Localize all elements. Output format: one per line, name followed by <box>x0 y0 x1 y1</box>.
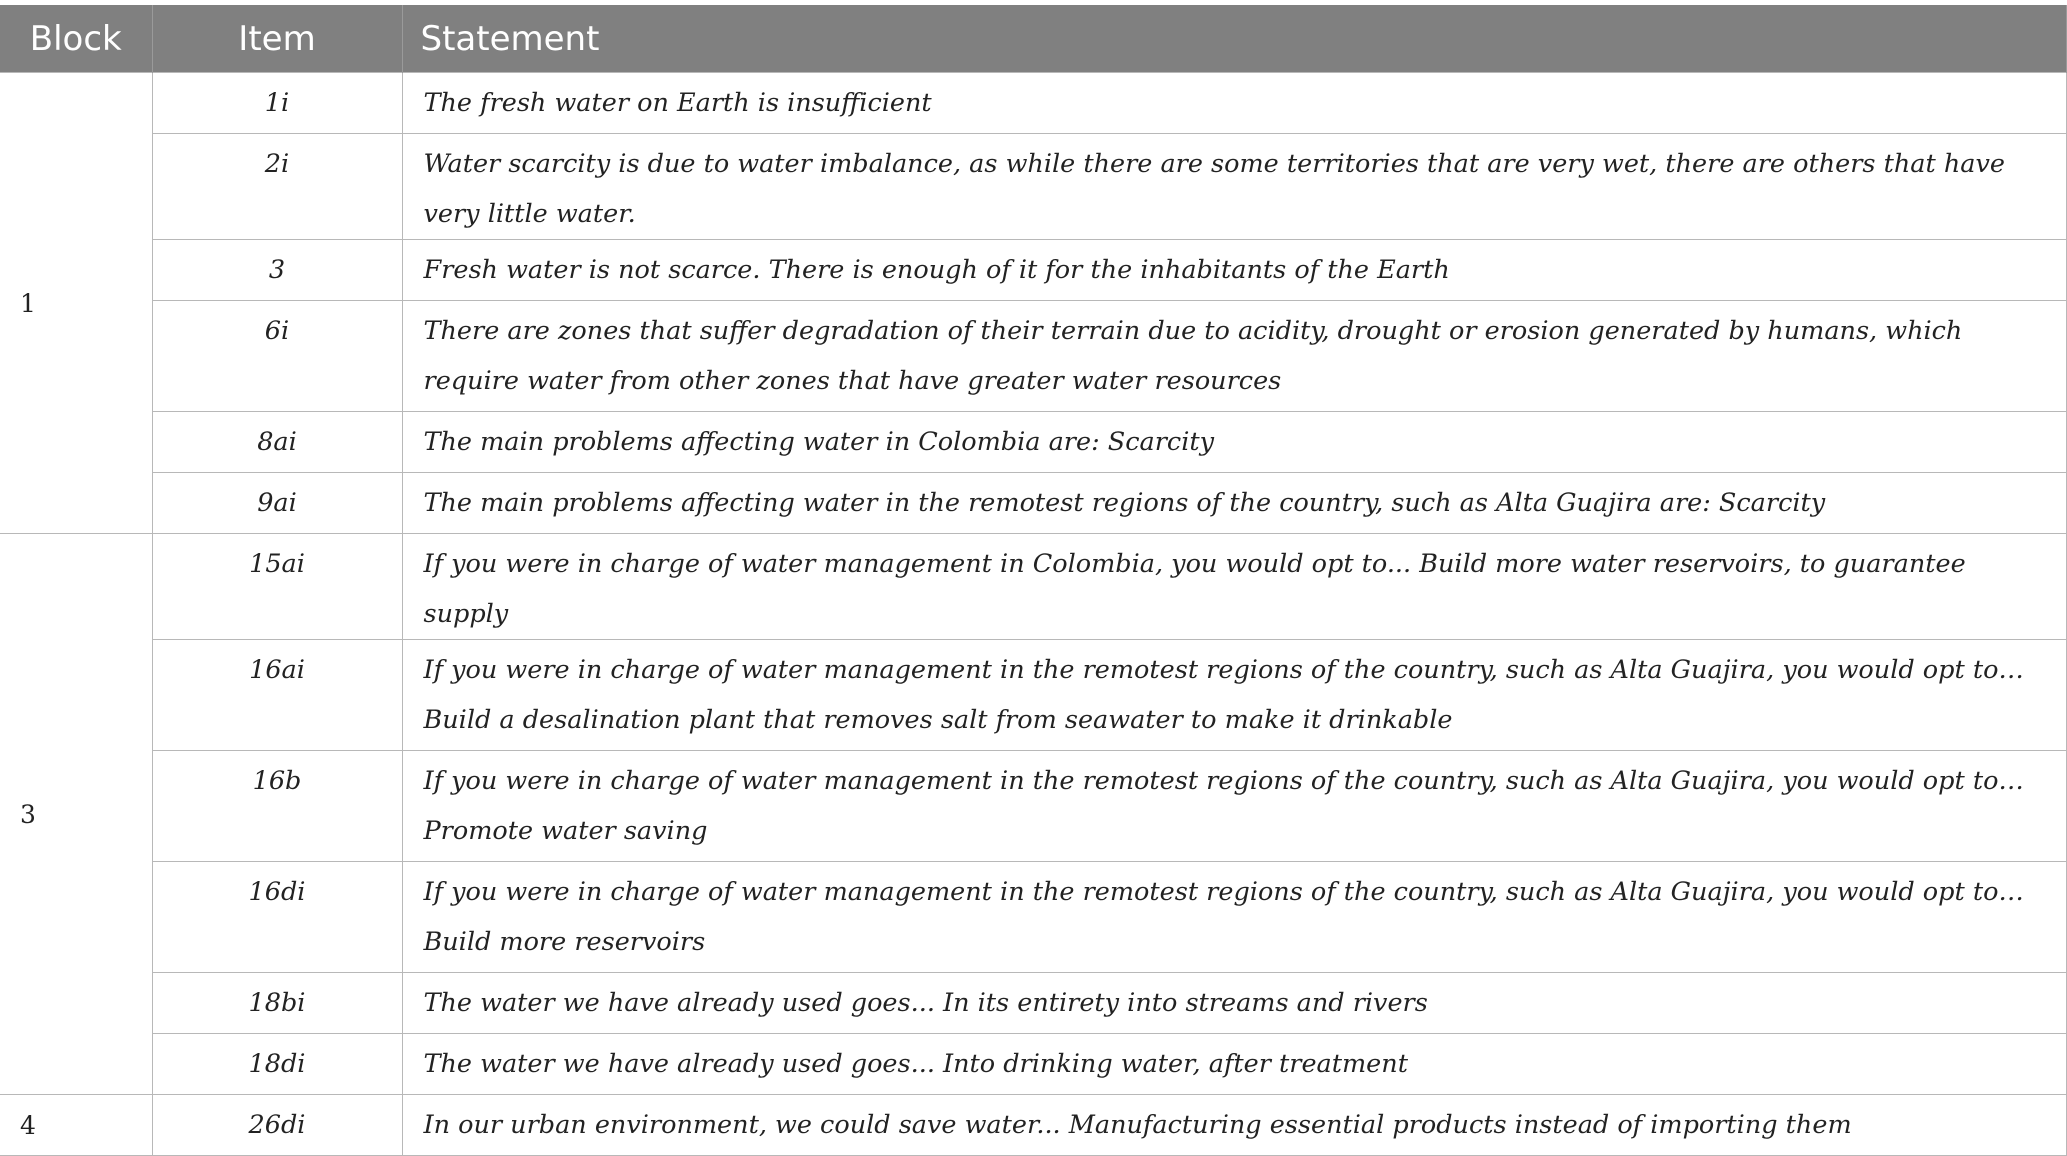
table-row <box>0 534 2066 640</box>
statement-cell <box>402 134 2066 240</box>
item-id: 1i <box>264 88 290 118</box>
item-id: 18di <box>248 1049 306 1079</box>
statements-table <box>0 5 2067 1156</box>
item-id: 18bi <box>248 988 306 1018</box>
item-cell <box>152 973 402 1034</box>
table-row <box>0 640 2066 751</box>
table-row <box>0 973 2066 1034</box>
statement-cell <box>402 862 2066 973</box>
item-cell <box>152 473 402 534</box>
table-row <box>0 73 2066 134</box>
statement-cell <box>402 412 2066 473</box>
item-cell <box>152 240 402 301</box>
item-cell <box>152 534 402 640</box>
item-id: 16ai <box>249 655 305 685</box>
item-cell <box>152 1034 402 1095</box>
statement-cell <box>402 301 2066 412</box>
statement-text: The water we have already used goes... Into drinking water, after treatment <box>423 1049 1408 1079</box>
statement-cell <box>402 640 2066 751</box>
item-id: 16di <box>248 877 306 907</box>
item-id: 2i <box>264 149 290 179</box>
statement-text: In our urban environment, we could save water... Manufacturing essential products instead of importing them <box>423 1110 1852 1140</box>
item-cell <box>152 862 402 973</box>
item-cell <box>152 73 402 134</box>
statement-text: If you were in charge of water management in the remotest regions of the country, such as Alta Guajira, you would opt to… Promote water saving <box>423 766 2024 846</box>
item-cell <box>152 751 402 862</box>
statement-text: Fresh water is not scarce. There is enough of it for the inhabitants of the Earth <box>423 255 1450 285</box>
table-row <box>0 134 2066 240</box>
item-id: 6i <box>264 316 290 346</box>
item-id: 8ai <box>257 427 297 457</box>
item-id: 26di <box>248 1110 306 1140</box>
item-id: 16b <box>252 766 302 796</box>
statement-text: There are zones that suffer degradation of their terrain due to acidity, drought or erosion generated by humans, which require water from other zones that have greater water resources <box>423 316 1963 396</box>
header-item: Item <box>152 5 402 73</box>
table-row <box>0 862 2066 973</box>
block-cell: 3 <box>0 534 152 1095</box>
statement-text: Water scarcity is due to water imbalance, as while there are some territories that are very wet, there are others that have very little water. <box>423 149 2005 229</box>
header-statement: Statement <box>402 5 2066 73</box>
table-row <box>0 412 2066 473</box>
statement-text: The water we have already used goes... In its entirety into streams and rivers <box>423 988 1428 1018</box>
table-row <box>0 751 2066 862</box>
table-row <box>0 240 2066 301</box>
statement-text: The main problems affecting water in Colombia are: Scarcity <box>423 427 1214 457</box>
item-id: 3 <box>268 255 286 285</box>
statement-cell <box>402 73 2066 134</box>
statement-cell <box>402 534 2066 640</box>
statement-cell <box>402 473 2066 534</box>
data-table-container <box>0 5 2066 1156</box>
item-cell <box>152 134 402 240</box>
statement-cell <box>402 973 2066 1034</box>
block-cell: 4 <box>0 1095 152 1156</box>
item-cell <box>152 301 402 412</box>
header-block: Block <box>0 5 152 73</box>
table-header-row <box>0 5 2066 73</box>
table-row <box>0 473 2066 534</box>
statement-text: If you were in charge of water management in the remotest regions of the country, such as Alta Guajira, you would opt to… Build more reservoirs <box>423 877 2024 957</box>
table-row <box>0 1095 2066 1156</box>
item-id: 15ai <box>249 549 305 579</box>
statement-cell <box>402 751 2066 862</box>
statement-text: The fresh water on Earth is insufficient <box>423 88 932 118</box>
statement-text: If you were in charge of water management in Colombia, you would opt to... Build more water reservoirs, to guarantee supply <box>423 549 1966 629</box>
table-row <box>0 1034 2066 1095</box>
item-id: 9ai <box>257 488 297 518</box>
statement-text: The main problems affecting water in the remotest regions of the country, such as Alta Guajira are: Scarcity <box>423 488 1826 518</box>
item-cell <box>152 412 402 473</box>
table-row <box>0 301 2066 412</box>
item-cell <box>152 1095 402 1156</box>
statement-cell <box>402 240 2066 301</box>
statement-cell <box>402 1034 2066 1095</box>
statement-text: If you were in charge of water management in the remotest regions of the country, such as Alta Guajira, you would opt to… Build a desalination plant that removes salt from seawater to make it drinkable <box>423 655 2024 735</box>
item-cell <box>152 640 402 751</box>
statement-cell <box>402 1095 2066 1156</box>
block-cell: 1 <box>0 73 152 534</box>
